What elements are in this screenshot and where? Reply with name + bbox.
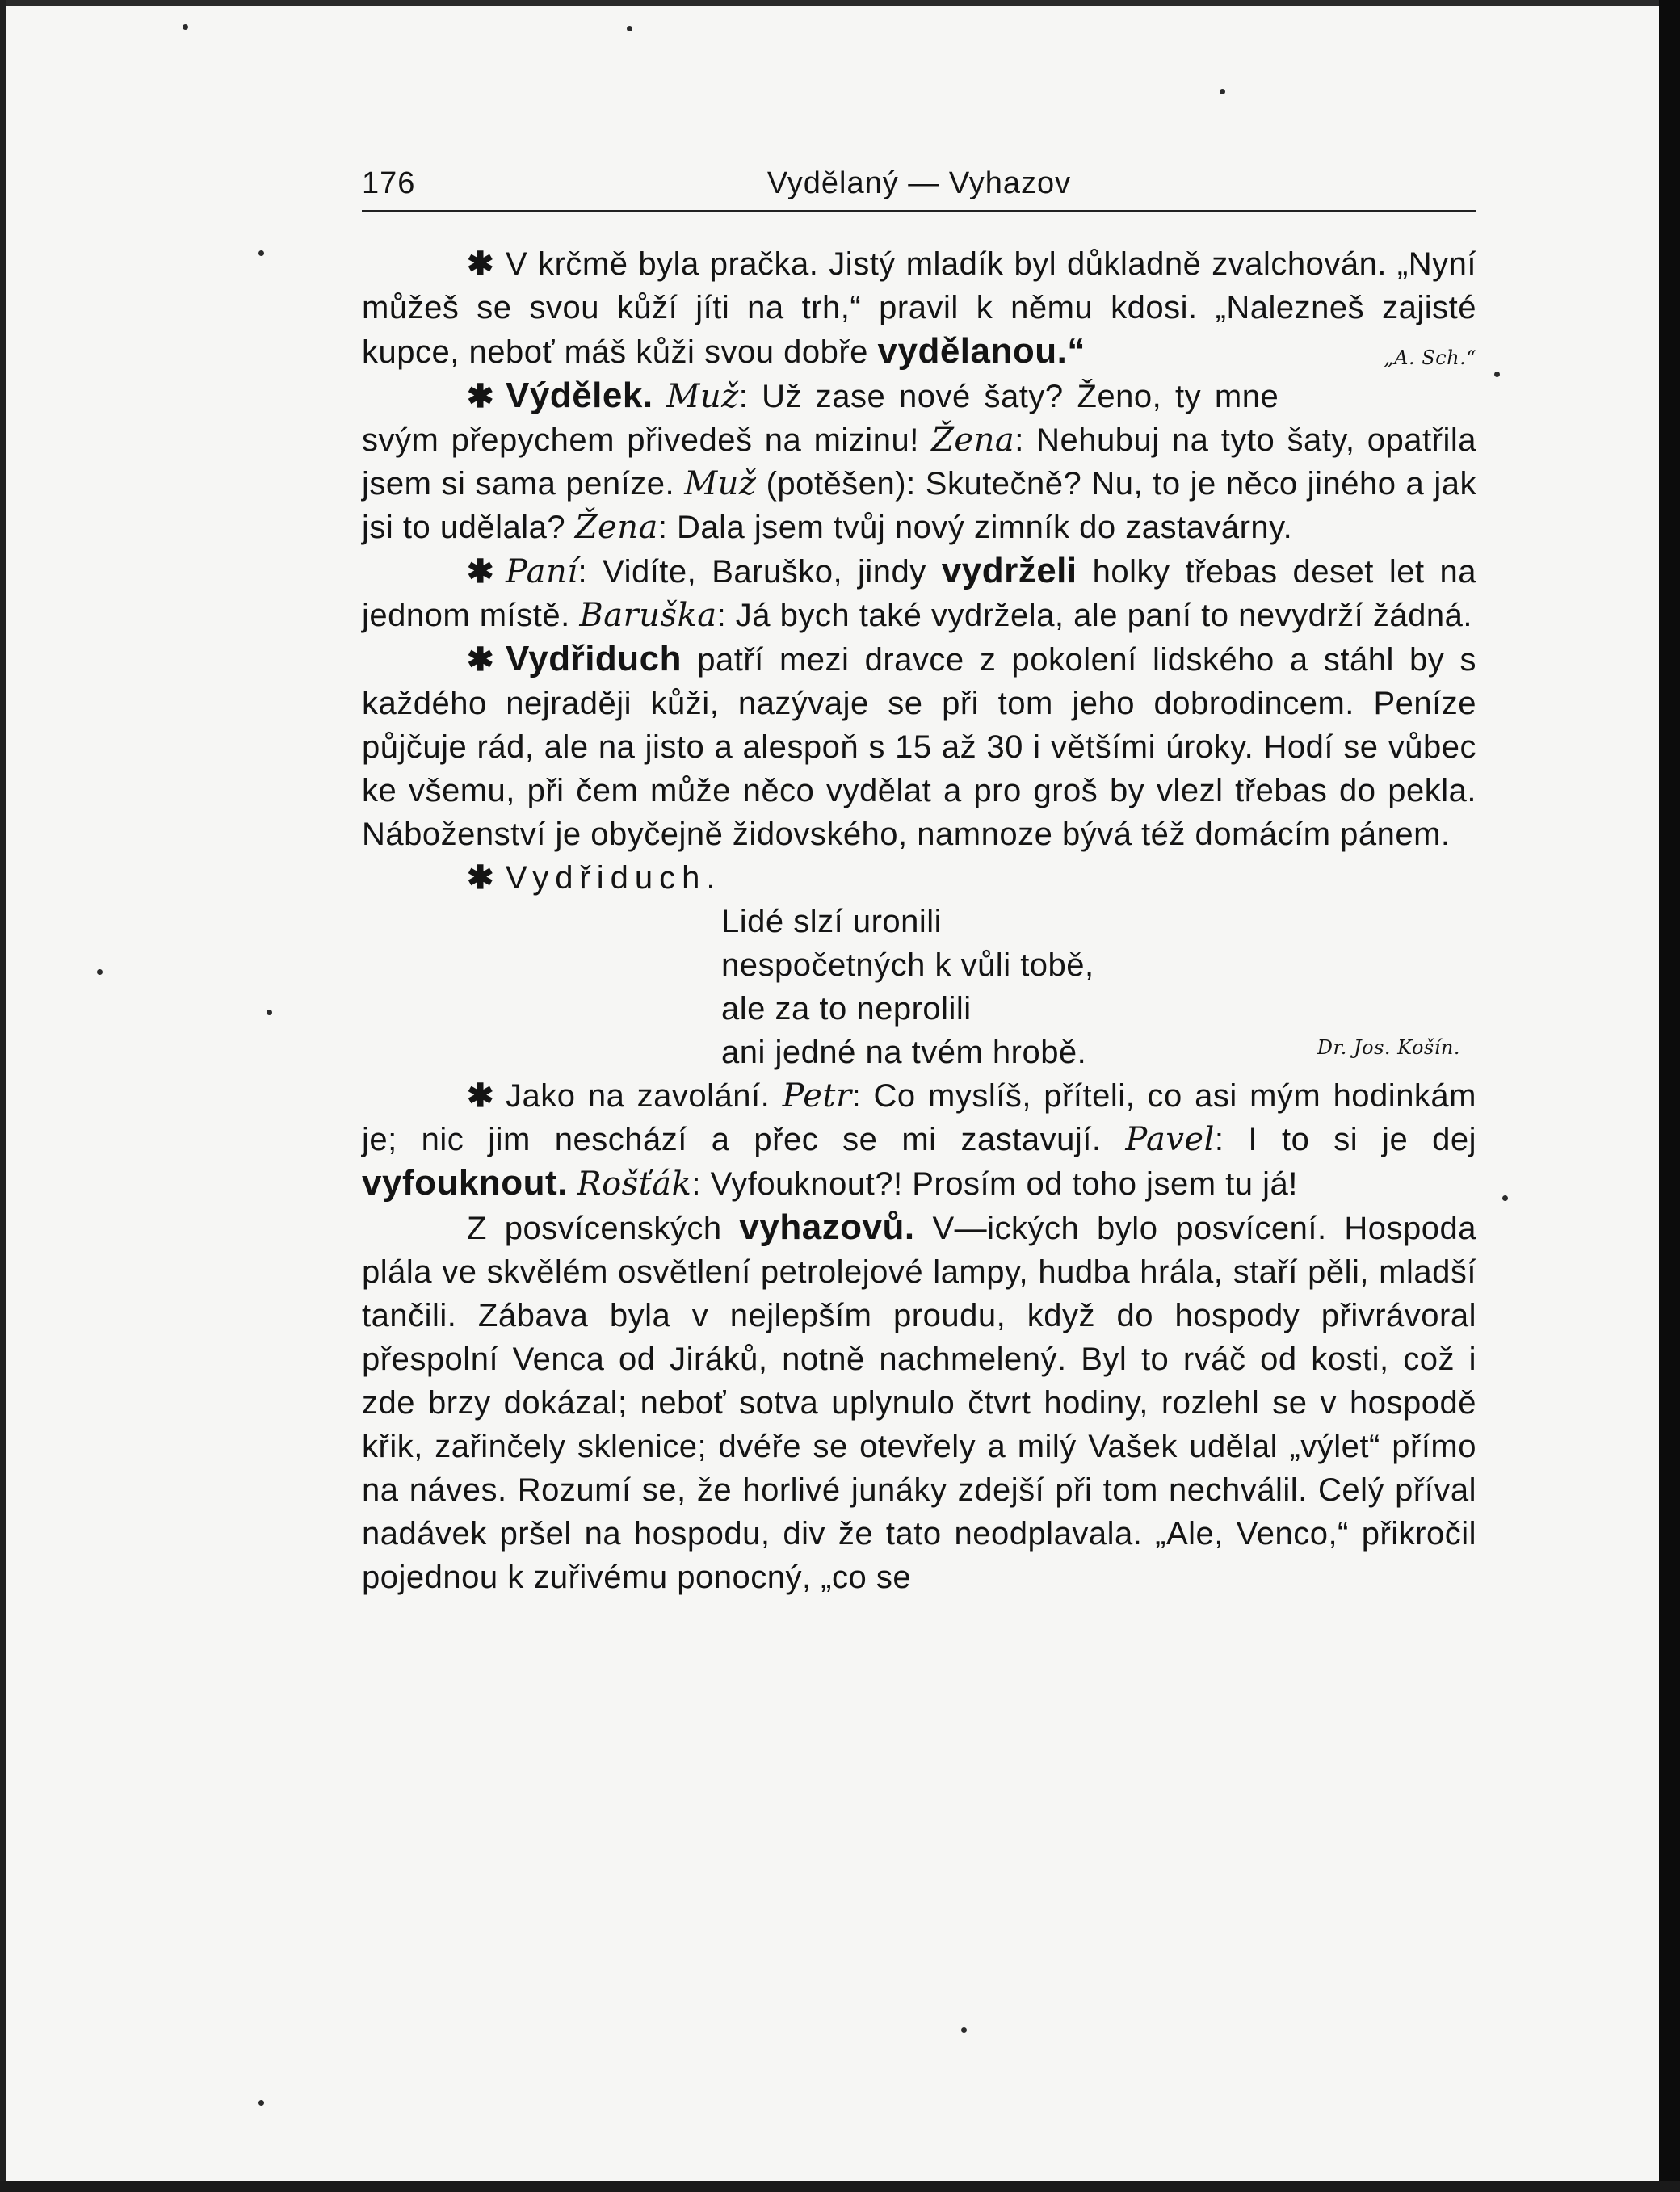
entry-text: : I to si je dej	[1214, 1122, 1476, 1157]
poem-title: Vydřiduch.	[506, 860, 722, 896]
asterisk-icon: ✱	[467, 642, 495, 678]
poem	[362, 900, 1476, 1074]
speaker-name: Petr	[782, 1077, 852, 1115]
speaker-name: Muž	[684, 465, 757, 502]
entry-text: (potěšen): Skutečně? Nu, to je něco jiného a jak jsi to udělala?	[362, 466, 1476, 545]
asterisk-icon: ✱	[467, 246, 495, 282]
speaker-name: Pavel	[1125, 1121, 1215, 1158]
scan-speck	[961, 2027, 967, 2033]
asterisk-icon: ✱	[467, 554, 495, 590]
scan-speck	[627, 26, 632, 31]
speaker-name: Baruška	[579, 597, 717, 634]
asterisk-icon: ✱	[467, 1078, 495, 1114]
entry-keyword: Vydřiduch	[506, 639, 682, 678]
poem-line: Lidé slzí uronili	[721, 904, 943, 939]
poem-signature: Dr. Jos. Košín.	[1317, 1036, 1460, 1059]
asterisk-icon: ✱	[467, 860, 495, 896]
running-title: Vydělaný — Vyhazov	[766, 166, 1072, 200]
header-rule	[362, 210, 1476, 212]
entry-vydelek	[362, 374, 1476, 549]
running-header	[362, 162, 1476, 210]
entry-vydriduch	[362, 637, 1476, 856]
entry-text: holky třebas deset let na jednom místě.	[362, 554, 1476, 633]
entry-text: Z posvícenských	[467, 1211, 740, 1246]
entry-text: : Dala jsem tvůj nový zimník do zastavárny.	[657, 510, 1293, 545]
scan-speck	[258, 250, 264, 256]
scan-border-left	[0, 0, 6, 2192]
entry-keyword: vyhazovů.	[739, 1207, 915, 1247]
entry-vydelany	[362, 242, 1476, 374]
speaker-name: Žena	[574, 509, 658, 546]
entry-text: : Vidíte, Baruško, jindy	[578, 554, 942, 590]
scan-speck	[1494, 372, 1500, 377]
book-page	[362, 162, 1476, 1599]
speaker-name: Rošťák	[577, 1165, 692, 1203]
entry-vyhazov	[362, 1206, 1476, 1599]
entry-keyword: Výdělek.	[506, 376, 653, 415]
scan-speck	[183, 24, 188, 30]
speaker-name: Paní	[506, 553, 578, 590]
entry-text: : Už zase nové šaty? Ženo, ty mne svým přepychem přivedeš na mizinu!	[362, 379, 1279, 458]
entry-text: Jako na zavolání.	[506, 1078, 783, 1114]
speaker-name: Muž	[666, 378, 739, 415]
entry-keyword: vydělanou.“	[877, 331, 1086, 371]
entry-text: V krčmě byla pračka. Jistý mladík byl důkladně zvalchován. „Nyní můžeš se svou kůží jíti na trh,“ pravil k němu kdosi. „Nalezneš zajisté kupce, neboť máš kůži svou dobře	[362, 246, 1476, 370]
asterisk-icon: ✱	[467, 379, 495, 414]
scan-border-top	[0, 0, 1680, 6]
scan-border-bottom	[0, 2181, 1680, 2192]
scan-speck	[1220, 89, 1225, 94]
page-number: 176	[362, 166, 416, 200]
scan-speck	[97, 969, 103, 975]
scan-border-right	[1659, 0, 1680, 2192]
poem-line: ani jedné na tvém hrobě.	[721, 1035, 1087, 1070]
entry-text: : Co myslíš, příteli, co asi mým hodinkám je; nic jim neschází a přec se mi zastavují.	[362, 1078, 1477, 1157]
scan-speck	[267, 1010, 272, 1015]
entry-keyword: vyfouknout.	[362, 1163, 568, 1203]
scan-speck	[258, 2100, 264, 2106]
page-body	[362, 242, 1476, 1599]
entry-text	[568, 1166, 578, 1202]
speaker-name: Žena	[931, 422, 1015, 459]
poem-line: ale za to neprolili	[721, 991, 972, 1027]
poem-line: nespočetných k vůli tobě,	[721, 947, 1094, 983]
entry-text: patří mezi dravce z pokolení lidského a stáhl by s každého nejraději kůži, nazývaje se při tom jeho dobrodincem. Peníze půjčuje rád, ale na jisto a alespoň s 15 až 30 i většími úroky. Hodí se vůbec ke všemu, při čem může něco vydělat a pro groš by vlezl třebas do pekla. Náboženství je obyčejně židovského, namnoze bývá též domácím pánem.	[362, 642, 1476, 852]
entry-vyfouknout	[362, 1074, 1476, 1206]
entry-text: : Vyfouknout?! Prosím od toho jsem tu já!	[691, 1166, 1298, 1202]
entry-text: : Nehubuj na tyto šaty, opatřila jsem si sama peníze.	[362, 422, 1477, 502]
poem-heading	[362, 856, 1476, 900]
entry-text: : Já bych také vydržela, ale paní to nevydrží žádná.	[716, 598, 1472, 633]
entry-signature: „A. Sch.“	[1384, 346, 1476, 369]
scan-speck	[1502, 1195, 1508, 1201]
entry-text: V—ických bylo posvícení. Hospoda plála ve skvělém osvětlení petrolejové lampy, hudba hrála, staří pěli, mladší tančili. Zábava byla v nejlepším proudu, když do hospody přivrávoral přespolní Venca od Jiráků, notně nachmelený. Byl to rváč od kosti, což i zde brzy dokázal; neboť sotva uplynulo čtvrt hodiny, rozlehl se v hospodě křik, zařinčely sklenice; dvéře se otevřely a milý Vašek udělal „výlet“ přímo na náves. Rozumí se, že horlivé junáky zdejší při tom nechválil. Celý příval nadávek pršel na hospodu, div že tato neodplavala. „Ale, Venco,“ přikročil pojednou k zuřivému ponocný, „co se	[362, 1211, 1476, 1595]
entry-keyword: vydrželi	[941, 551, 1077, 590]
entry-vydrzeti	[362, 549, 1476, 637]
